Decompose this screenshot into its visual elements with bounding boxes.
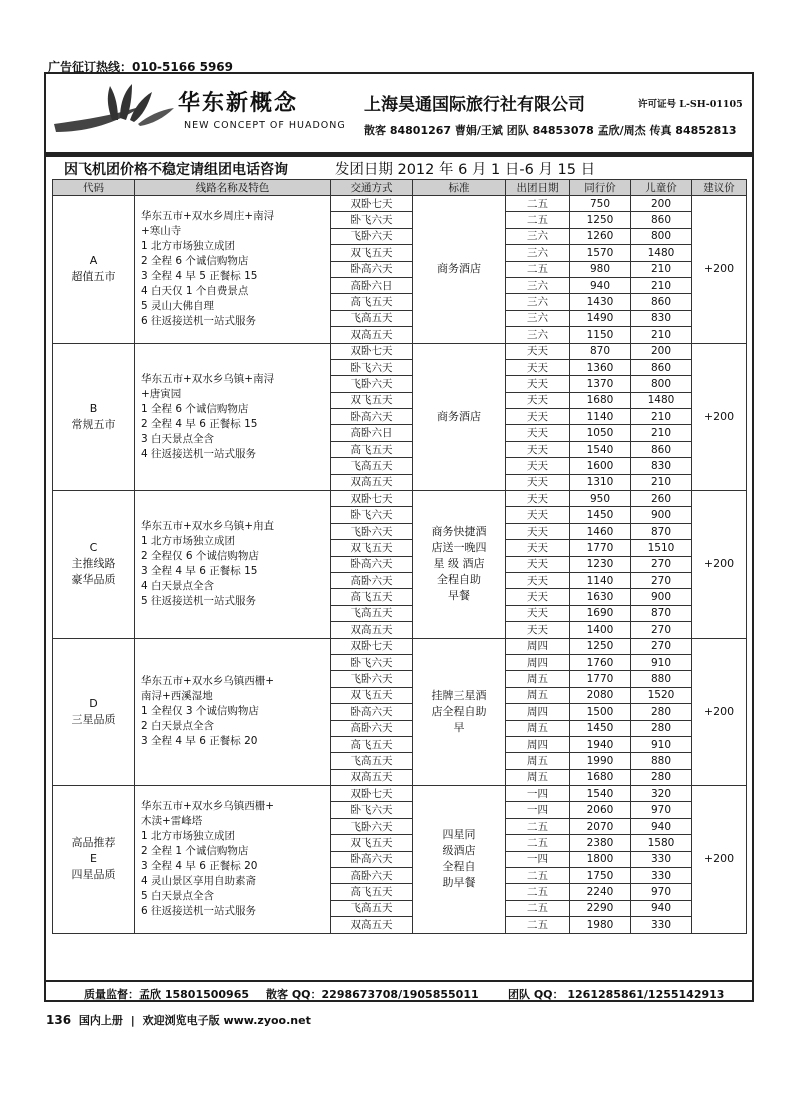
departure-day-cell: 周五 — [506, 687, 570, 703]
departure-day-cell: 天天 — [506, 622, 570, 638]
trade-price-cell: 2290 — [570, 900, 631, 916]
route-code-line: C — [89, 541, 98, 555]
transport-cell: 飞卧六天 — [331, 228, 413, 244]
transport-cell: 高飞五天 — [331, 589, 413, 605]
route-feature-line: 5 灵山大佛自理 — [141, 300, 215, 313]
route-feature-line: 2 全程 1 个诚信购物店 — [141, 845, 249, 858]
departure-day-cell: 二五 — [506, 900, 570, 916]
table-row — [53, 786, 747, 802]
route-description-cell — [135, 786, 331, 934]
table-row — [53, 491, 747, 507]
departure-dates: 发团日期 2012 年 6 月 1 日-6 月 15 日 — [334, 162, 596, 178]
departure-day-cell: 三六 — [506, 228, 570, 244]
page-number: 136 — [46, 1013, 72, 1027]
departure-day-cell: 天天 — [506, 425, 570, 441]
departure-day-cell: 天天 — [506, 458, 570, 474]
route-feature-line: 3 全程 4 早 6 正餐标 15 — [141, 565, 258, 578]
child-price-cell: 210 — [631, 261, 692, 277]
child-price-cell: 210 — [631, 327, 692, 343]
column-header: 交通方式 — [331, 180, 413, 196]
transport-cell: 卧飞六天 — [331, 802, 413, 818]
route-feature-line: 2 全程 4 早 6 正餐标 15 — [141, 417, 258, 430]
hotel-standard-line: 商务快捷酒 — [431, 525, 487, 539]
hotel-standard-line: 星 级 酒店 — [433, 557, 485, 571]
transport-cell: 飞高五天 — [331, 458, 413, 474]
itinerary-price-table — [52, 179, 747, 934]
route-code-cell — [53, 343, 135, 491]
child-price-cell: 830 — [631, 310, 692, 326]
trade-price-cell: 1460 — [570, 523, 631, 539]
route-code-line: B — [89, 401, 98, 415]
departure-day-cell: 周四 — [506, 736, 570, 752]
transport-cell: 双卧七天 — [331, 196, 413, 212]
table-row — [53, 343, 747, 359]
trade-price-cell: 2080 — [570, 687, 631, 703]
departure-day-cell: 三六 — [506, 310, 570, 326]
column-header: 线路名称及特色 — [135, 180, 331, 196]
child-price-cell: 210 — [631, 425, 692, 441]
route-code-cell — [53, 786, 135, 934]
section-name: 国内上册 — [78, 1014, 123, 1027]
license-number: 许可证号 L-SH-01105 — [638, 99, 743, 110]
hotel-standard-line: 早 — [453, 720, 465, 734]
child-price-cell: 940 — [631, 818, 692, 834]
child-price-cell: 210 — [631, 474, 692, 490]
trade-price-cell: 980 — [570, 261, 631, 277]
hotel-standard-line: 助早餐 — [442, 876, 476, 890]
child-price-cell: 970 — [631, 802, 692, 818]
trade-price-cell: 1750 — [570, 868, 631, 884]
child-price-cell: 910 — [631, 654, 692, 670]
transport-cell: 双飞五天 — [331, 245, 413, 261]
child-price-cell: 900 — [631, 507, 692, 523]
route-feature-line: 1 北方市场独立成团 — [141, 535, 236, 548]
transport-cell: 双卧七天 — [331, 638, 413, 654]
website-slogan: 欢迎浏览电子版 www.zyoo.net — [142, 1014, 311, 1027]
child-price-cell: 280 — [631, 720, 692, 736]
trade-price-cell: 1540 — [570, 786, 631, 802]
route-code-cell — [53, 638, 135, 786]
transport-cell: 双飞五天 — [331, 835, 413, 851]
suggested-price-cell: +200 — [692, 491, 747, 639]
trade-price-cell: 1370 — [570, 376, 631, 392]
trade-price-cell: 1450 — [570, 720, 631, 736]
hotel-standard-cell — [413, 196, 506, 344]
trade-price-cell: 2060 — [570, 802, 631, 818]
transport-cell: 卧高六天 — [331, 409, 413, 425]
trade-price-cell: 940 — [570, 277, 631, 293]
route-feature-line: +寒山寺 — [141, 225, 182, 238]
trade-price-cell: 1570 — [570, 245, 631, 261]
trade-price-cell: 1250 — [570, 638, 631, 654]
trade-price-cell: 1760 — [570, 654, 631, 670]
transport-cell: 双飞五天 — [331, 687, 413, 703]
trade-price-cell: 750 — [570, 196, 631, 212]
transport-cell: 卧高六天 — [331, 704, 413, 720]
child-price-cell: 1480 — [631, 245, 692, 261]
route-code-line: 常规五市 — [71, 417, 116, 431]
departure-day-cell: 天天 — [506, 605, 570, 621]
column-header: 出团日期 — [506, 180, 570, 196]
route-code-line: A — [89, 254, 98, 268]
individual-qq: 散客 QQ：2298673708/1905855011 — [266, 988, 479, 1001]
child-price-cell: 270 — [631, 638, 692, 654]
child-price-cell: 270 — [631, 622, 692, 638]
transport-cell: 卧高六天 — [331, 851, 413, 867]
child-price-cell: 200 — [631, 343, 692, 359]
hotel-standard-cell — [413, 343, 506, 491]
route-feature-line: 3 全程 4 早 5 正餐标 15 — [141, 270, 258, 283]
trade-price-cell: 1980 — [570, 917, 631, 933]
route-code-line: 豪华品质 — [71, 573, 116, 587]
transport-cell: 飞高五天 — [331, 310, 413, 326]
child-price-cell: 200 — [631, 196, 692, 212]
transport-cell: 飞卧六天 — [331, 376, 413, 392]
group-qq: 团队 QQ： 1261285861/1255142913 — [508, 988, 725, 1001]
child-price-cell: 1510 — [631, 540, 692, 556]
departure-day-cell: 周四 — [506, 704, 570, 720]
trade-price-cell: 2380 — [570, 835, 631, 851]
transport-cell: 高卧六天 — [331, 572, 413, 588]
departure-day-cell: 天天 — [506, 343, 570, 359]
transport-cell: 双卧七天 — [331, 786, 413, 802]
child-price-cell: 210 — [631, 277, 692, 293]
trade-price-cell: 1400 — [570, 622, 631, 638]
departure-day-cell: 天天 — [506, 376, 570, 392]
page-footer — [46, 1012, 311, 1028]
trade-price-cell: 950 — [570, 491, 631, 507]
departure-day-cell: 天天 — [506, 523, 570, 539]
table-row — [53, 638, 747, 654]
child-price-cell: 270 — [631, 572, 692, 588]
child-price-cell: 280 — [631, 704, 692, 720]
route-feature-line: 华东五市+双水乡乌镇+甪直 — [141, 520, 275, 533]
child-price-cell: 900 — [631, 589, 692, 605]
transport-cell: 飞高五天 — [331, 605, 413, 621]
column-header: 同行价 — [570, 180, 631, 196]
departure-day-cell: 二五 — [506, 261, 570, 277]
departure-day-cell: 二五 — [506, 196, 570, 212]
trade-price-cell: 1690 — [570, 605, 631, 621]
child-price-cell: 860 — [631, 212, 692, 228]
transport-cell: 飞卧六天 — [331, 671, 413, 687]
child-price-cell: 800 — [631, 228, 692, 244]
route-feature-line: 4 灵山景区享用自助素斋 — [141, 875, 257, 888]
transport-cell: 双飞五天 — [331, 540, 413, 556]
hotel-standard-line: 级酒店 — [442, 844, 476, 858]
departure-day-cell: 二五 — [506, 212, 570, 228]
departure-day-cell: 天天 — [506, 572, 570, 588]
trade-price-cell: 1250 — [570, 212, 631, 228]
hotel-standard-line: 四星同 — [442, 828, 476, 842]
trade-price-cell: 1310 — [570, 474, 631, 490]
company-header — [46, 74, 752, 152]
footer-separator: | — [130, 1014, 135, 1027]
departure-day-cell: 二五 — [506, 835, 570, 851]
trade-price-cell: 1600 — [570, 458, 631, 474]
departure-day-cell: 三六 — [506, 294, 570, 310]
hotel-standard-cell — [413, 638, 506, 786]
suggested-price-cell: +200 — [692, 786, 747, 934]
trade-price-cell: 1260 — [570, 228, 631, 244]
trade-price-cell: 1140 — [570, 572, 631, 588]
child-price-cell: 870 — [631, 605, 692, 621]
transport-cell: 双飞五天 — [331, 392, 413, 408]
suggested-price-cell: +200 — [692, 343, 747, 491]
transport-cell: 卧飞六天 — [331, 507, 413, 523]
transport-cell: 双卧七天 — [331, 343, 413, 359]
transport-cell: 双高五天 — [331, 917, 413, 933]
hotel-standard-line: 商务酒店 — [437, 262, 481, 276]
trade-price-cell: 1140 — [570, 409, 631, 425]
child-price-cell: 1480 — [631, 392, 692, 408]
route-code-line: 主推线路 — [71, 557, 116, 571]
transport-cell: 卧飞六天 — [331, 212, 413, 228]
hotel-standard-line: 挂牌三星酒 — [431, 688, 487, 702]
column-header: 建议价 — [692, 180, 747, 196]
route-feature-line: 1 全程 6 个诚信购物店 — [141, 402, 249, 415]
route-description-cell — [135, 196, 331, 344]
departure-day-cell: 三六 — [506, 277, 570, 293]
transport-cell: 高卧六日 — [331, 425, 413, 441]
route-feature-line: 5 白天景点全含 — [141, 890, 215, 903]
trade-price-cell: 1450 — [570, 507, 631, 523]
transport-cell: 飞卧六天 — [331, 818, 413, 834]
child-price-cell: 1580 — [631, 835, 692, 851]
trade-price-cell: 1360 — [570, 359, 631, 375]
column-header: 代码 — [53, 180, 135, 196]
child-price-cell: 910 — [631, 736, 692, 752]
route-feature-line: 华东五市+双水乡乌镇西栅+ — [141, 675, 275, 688]
contact-footer — [46, 980, 752, 1002]
route-feature-line: 4 白天仅 1 个自费景点 — [141, 285, 249, 298]
child-price-cell: 880 — [631, 753, 692, 769]
trade-price-cell: 2240 — [570, 884, 631, 900]
transport-cell: 双高五天 — [331, 769, 413, 785]
hotel-standard-line: 全程自助 — [437, 573, 481, 587]
child-price-cell: 860 — [631, 359, 692, 375]
column-header: 儿童价 — [631, 180, 692, 196]
departure-day-cell: 天天 — [506, 589, 570, 605]
child-price-cell: 880 — [631, 671, 692, 687]
departure-day-cell: 天天 — [506, 392, 570, 408]
route-feature-line: 3 全程 4 早 6 正餐标 20 — [141, 860, 258, 873]
header-divider — [46, 152, 752, 157]
trade-price-cell: 1430 — [570, 294, 631, 310]
trade-price-cell: 1150 — [570, 327, 631, 343]
route-feature-line: 6 往返接送机一站式服务 — [141, 905, 257, 918]
route-feature-line: 4 白天景点全含 — [141, 580, 215, 593]
route-feature-line: 1 全程仅 3 个诚信购物店 — [141, 705, 259, 718]
departure-day-cell: 二五 — [506, 868, 570, 884]
hotel-standard-cell — [413, 786, 506, 934]
departure-day-cell: 一四 — [506, 786, 570, 802]
route-feature-line: 2 全程仅 6 个诚信购物店 — [141, 550, 259, 563]
child-price-cell: 320 — [631, 786, 692, 802]
transport-cell: 卧高六天 — [331, 556, 413, 572]
transport-cell: 卧飞六天 — [331, 359, 413, 375]
departure-day-cell: 一四 — [506, 802, 570, 818]
hotel-standard-line: 店全程自助 — [431, 704, 487, 718]
route-feature-line: 4 往返接送机一站式服务 — [141, 447, 257, 460]
trade-price-cell: 1770 — [570, 671, 631, 687]
transport-cell: 高卧六日 — [331, 277, 413, 293]
route-feature-line: 2 白天景点全含 — [141, 720, 215, 733]
child-price-cell: 830 — [631, 458, 692, 474]
table-row — [53, 196, 747, 212]
child-price-cell: 970 — [631, 884, 692, 900]
child-price-cell: 1520 — [631, 687, 692, 703]
route-feature-line: 5 往返接送机一站式服务 — [141, 595, 257, 608]
transport-cell: 双卧七天 — [331, 491, 413, 507]
transport-cell: 卧飞六天 — [331, 654, 413, 670]
brand-name: 华东新概念 — [178, 90, 299, 116]
transport-cell: 双高五天 — [331, 622, 413, 638]
route-code-line: D — [89, 696, 98, 710]
child-price-cell: 330 — [631, 917, 692, 933]
trade-price-cell: 1500 — [570, 704, 631, 720]
hotel-standard-cell — [413, 491, 506, 639]
route-code-line: 三星品质 — [71, 712, 116, 726]
child-price-cell: 860 — [631, 441, 692, 457]
route-description-cell — [135, 638, 331, 786]
trade-price-cell: 1050 — [570, 425, 631, 441]
departure-day-cell: 周五 — [506, 671, 570, 687]
child-price-cell: 800 — [631, 376, 692, 392]
trade-price-cell: 1540 — [570, 441, 631, 457]
transport-cell: 高卧六天 — [331, 868, 413, 884]
trade-price-cell: 1230 — [570, 556, 631, 572]
child-price-cell: 870 — [631, 523, 692, 539]
brand-english-name: NEW CONCEPT OF HUADONG — [184, 120, 346, 131]
departure-day-cell: 周四 — [506, 654, 570, 670]
departure-day-cell: 二五 — [506, 818, 570, 834]
hotel-standard-line: 早餐 — [448, 589, 470, 603]
route-feature-line: 木渎+雷峰塔 — [141, 815, 203, 828]
route-code-line: 高品推荐 — [71, 836, 116, 850]
child-price-cell: 330 — [631, 851, 692, 867]
transport-cell: 高飞五天 — [331, 736, 413, 752]
trade-price-cell: 1490 — [570, 310, 631, 326]
route-feature-line: 华东五市+双水乡周庄+南浔 — [141, 210, 275, 223]
departure-day-cell: 周四 — [506, 638, 570, 654]
trade-price-cell: 1800 — [570, 851, 631, 867]
child-price-cell: 270 — [631, 556, 692, 572]
departure-day-cell: 天天 — [506, 491, 570, 507]
hotel-standard-line: 全程自 — [442, 860, 476, 874]
departure-day-cell: 天天 — [506, 556, 570, 572]
hotel-standard-line: 商务酒店 — [437, 409, 481, 423]
transport-cell: 卧高六天 — [331, 261, 413, 277]
departure-day-cell: 天天 — [506, 359, 570, 375]
route-code-cell — [53, 491, 135, 639]
transport-cell: 飞高五天 — [331, 753, 413, 769]
transport-cell: 高飞五天 — [331, 294, 413, 310]
column-header: 标准 — [413, 180, 506, 196]
contact-numbers: 散客 84801267 曹娟/王斌 团队 84853078 孟欣/周杰 传真 84852813 — [364, 124, 737, 137]
transport-cell: 高飞五天 — [331, 441, 413, 457]
route-feature-line: 华东五市+双水乡乌镇+南浔 — [141, 372, 275, 385]
departure-day-cell: 天天 — [506, 474, 570, 490]
route-feature-line: 南浔+西溪湿地 — [141, 690, 213, 703]
departure-day-cell: 天天 — [506, 409, 570, 425]
departure-day-cell: 二五 — [506, 884, 570, 900]
departure-day-cell: 周五 — [506, 769, 570, 785]
price-notice: 因飞机团价格不稳定请组团电话咨询 — [64, 162, 288, 178]
route-feature-line: 华东五市+双水乡乌镇西栅+ — [141, 800, 275, 813]
notice-bar — [64, 158, 754, 180]
suggested-price-cell: +200 — [692, 196, 747, 344]
route-feature-line: 3 白天景点全含 — [141, 432, 215, 445]
table-header-row — [53, 180, 747, 196]
trade-price-cell: 1940 — [570, 736, 631, 752]
child-price-cell: 280 — [631, 769, 692, 785]
departure-day-cell: 周五 — [506, 753, 570, 769]
trade-price-cell: 1990 — [570, 753, 631, 769]
hotel-standard-line: 店送一晚四 — [431, 541, 487, 555]
transport-cell: 双高五天 — [331, 474, 413, 490]
departure-day-cell: 三六 — [506, 245, 570, 261]
departure-day-cell: 一四 — [506, 851, 570, 867]
child-price-cell: 260 — [631, 491, 692, 507]
departure-day-cell: 天天 — [506, 507, 570, 523]
transport-cell: 飞高五天 — [331, 900, 413, 916]
child-price-cell: 330 — [631, 868, 692, 884]
trade-price-cell: 1680 — [570, 392, 631, 408]
transport-cell: 双高五天 — [331, 327, 413, 343]
route-feature-line: 1 北方市场独立成团 — [141, 830, 236, 843]
company-name: 上海昊通国际旅行社有限公司 — [364, 95, 585, 115]
child-price-cell: 940 — [631, 900, 692, 916]
departure-day-cell: 天天 — [506, 540, 570, 556]
child-price-cell: 860 — [631, 294, 692, 310]
ad-hotline: 广告征订热线：010-5166 5969 — [48, 60, 234, 74]
route-code-line: E — [90, 852, 97, 866]
route-description-cell — [135, 491, 331, 639]
quality-supervision: 质量监督：孟欣 15801500965 — [84, 988, 250, 1001]
trade-price-cell: 2070 — [570, 818, 631, 834]
departure-day-cell: 三六 — [506, 327, 570, 343]
route-description-cell — [135, 343, 331, 491]
route-feature-line: 6 往返接送机一站式服务 — [141, 315, 257, 328]
trade-price-cell: 1630 — [570, 589, 631, 605]
departure-day-cell: 二五 — [506, 917, 570, 933]
route-code-cell — [53, 196, 135, 344]
trade-price-cell: 870 — [570, 343, 631, 359]
route-code-line: 四星品质 — [71, 868, 116, 882]
departure-day-cell: 周五 — [506, 720, 570, 736]
trade-price-cell: 1770 — [570, 540, 631, 556]
suggested-price-cell: +200 — [692, 638, 747, 786]
trade-price-cell: 1680 — [570, 769, 631, 785]
transport-cell: 高卧六天 — [331, 720, 413, 736]
child-price-cell: 210 — [631, 409, 692, 425]
route-feature-line: 2 全程 6 个诚信购物店 — [141, 255, 249, 268]
route-feature-line: 1 北方市场独立成团 — [141, 240, 236, 253]
departure-day-cell: 天天 — [506, 441, 570, 457]
route-feature-line: 3 全程 4 早 6 正餐标 20 — [141, 735, 258, 748]
transport-cell: 飞卧六天 — [331, 523, 413, 539]
route-feature-line: +唐寅园 — [141, 387, 182, 400]
transport-cell: 高飞五天 — [331, 884, 413, 900]
route-code-line: 超值五市 — [71, 270, 116, 284]
advertisement-frame — [44, 72, 754, 1002]
